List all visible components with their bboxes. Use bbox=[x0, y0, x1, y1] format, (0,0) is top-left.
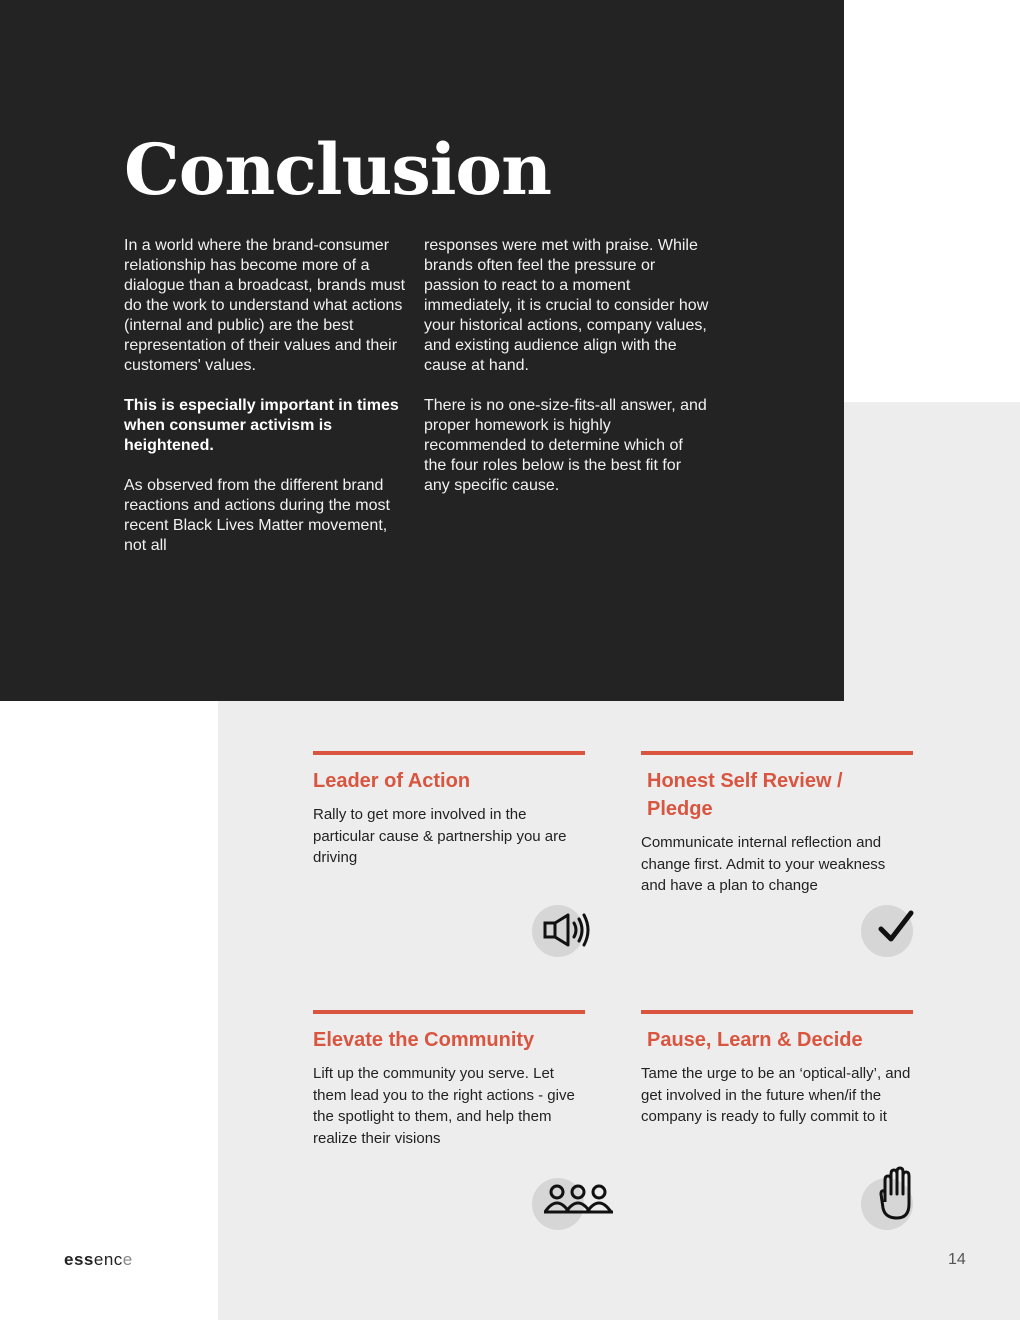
text-column-2 bbox=[424, 236, 709, 516]
role-card-pause-learn-decide bbox=[641, 1010, 913, 1128]
page-title: Conclusion bbox=[124, 128, 551, 211]
bold-paragraph: This is especially important in times when consumer activism is heightened. bbox=[124, 397, 399, 454]
role-description: Communicate internal reflection and change first. Admit to your weakness and have a plan to change bbox=[641, 834, 886, 894]
accent-rule bbox=[641, 751, 913, 755]
paragraph: There is no one-size-fits-all answer, and proper homework is highly recommended to determine which of the four roles below is the best fit for any specific cause. bbox=[424, 397, 707, 494]
role-card-honest-self-review bbox=[641, 751, 913, 897]
accent-rule bbox=[641, 1010, 913, 1014]
role-description: Rally to get more involved in the particular cause & partnership you are driving bbox=[313, 806, 567, 866]
role-title: Honest Self Review / Pledge bbox=[647, 770, 843, 820]
role-title: Pause, Learn & Decide bbox=[647, 1029, 863, 1051]
text-column-1 bbox=[124, 236, 409, 576]
role-description: Tame the urge to be an ‘optical-ally’, and get involved in the future when/if the company is ready to fully commit to it bbox=[641, 1065, 911, 1125]
role-description: Lift up the community you serve. Let them lead you to the right actions - give the spotlight to them, and help them realize their visions bbox=[313, 1065, 575, 1147]
paragraph: responses were met with praise. While brands often feel the pressure or passion to react to a moment immediately, it is crucial to consider how your historical actions, company values, and existing audience align with the cause at hand. bbox=[424, 237, 709, 374]
essence-logo: essence bbox=[64, 1250, 133, 1269]
paragraph: In a world where the brand-consumer relationship has become more of a dialogue than a broadcast, brands must do the work to understand what actions (internal and public) are the best representation of their values and their customers' values. bbox=[124, 237, 406, 374]
role-title: Leader of Action bbox=[313, 770, 471, 792]
paragraph: As observed from the different brand reactions and actions during the most recent Black Lives Matter movement, not all bbox=[124, 477, 390, 554]
role-card-elevate-community bbox=[313, 1010, 585, 1149]
role-card-leader-of-action bbox=[313, 751, 585, 869]
accent-rule bbox=[313, 1010, 585, 1014]
page-number: 14 bbox=[948, 1251, 966, 1268]
role-title: Elevate the Community bbox=[313, 1029, 535, 1051]
accent-rule bbox=[313, 751, 585, 755]
